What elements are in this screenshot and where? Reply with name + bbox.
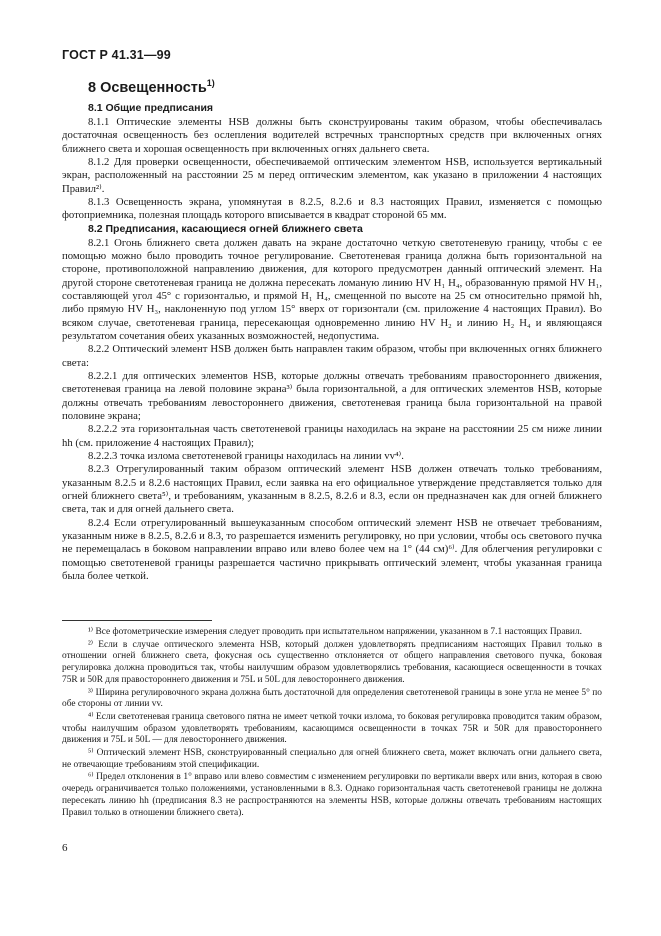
- subsection-title: 8.2 Предписания, касающиеся огней ближнего света: [88, 222, 363, 235]
- document-header: ГОСТ Р 41.31—99: [62, 48, 171, 62]
- paragraph: 8.2.4 Если отрегулированный вышеуказанным способом оптический элемент HSB не отвечает требованиям, указанным ниже в 8.2.5, 8.2.6 и 8.3, то разрешается изменить регулировку, но при условии, чтобы ось светового пучка не перемещалась в боковом направлении вправо или влево более чем на 1° (44 см)⁶⁾. Для облегчения регулировки с помощью светотеневой границы разрешается частично прикрывать оптический элемент, чтобы указанная граница была более четкой.: [62, 516, 602, 583]
- paragraph: 8.2.1 Огонь ближнего света должен давать на экране достаточно четкую светотеневую границу, чтобы с ее помощью можно было проводить точное регулирование. Светотеневая граница должна быть горизонтальной на стороне, противоположной направлению движения, для которого предусмотрен данный оптический элемент. На другой стороне светотеневая граница не должна пересекать ломаную линию HV H₁ H₄, образованную прямой HV H₁, составляющей угол 45° с горизонталью, и прямой H₁ H₄, смещенной по высоте на 25 см относительно прямой hh, либо прямую HV H₃, наклоненную под углом 15° вверх от горизонтали (см. приложение 4 настоящих Правил). Во всяком случае, светотеневая граница, пересекающая одновременно линию HV H₂ и линию H₂ H₄ и являющаяся результатом сочетания обеих указанных возможностей, недопустима.: [62, 236, 602, 342]
- subsection-title: 8.1 Общие предписания: [88, 101, 214, 114]
- section-title-footnote-mark: 1): [206, 78, 215, 88]
- section-title-text: 8 Освещенность: [88, 79, 207, 96]
- paragraph: 8.1.1 Оптические элементы HSB должны быть сконструированы таким образом, чтобы обеспечивалась достаточная освещенность без ослепления водителей встречных транспортных средств при включенных огнях ближнего света и хорошая освещенность при включенных огнях дальнего света.: [62, 115, 602, 155]
- paragraph: 8.2.3 Отрегулированный таким образом оптический элемент HSB должен отвечать только требованиям, указанным 8.2.5 и 8.2.6 настоящих Правил, если заявка на его официальное утверждение представляется только для огней ближнего света⁵⁾, и требованиям, указанным в 8.2.5, 8.2.6 и 8.3, если он предназначен как для огней ближнего света, так и для огней дальнего света.: [62, 463, 602, 516]
- footnote: ⁶⁾ Предел отклонения в 1° вправо или влево совместим с изменением регулировки по вертикали вверх или вниз, которая в свою очередь ограничивается только положениями, установленными в 8.3. Однако горизонтальная часть светотеневой границы не должна пересекать линию hh (предписания 8.3 не распространяются на элементы HSB, которые должны отвечать требованиям настоящих Правил только в отношении ближнего света).: [62, 772, 602, 818]
- footnote: ²⁾ Если в случае оптического элемента HSB, который должен удовлетворять предписаниям настоящих Правил только в отношении огней ближнего света, фокусная ось существенно отклоняется от общего направления светового пучка, боковая регулировка должна проводиться так, чтобы наилучшим образом удовлетворялись требования, касающиеся освещенности в точках 75R и 50R для правостороннего движения и 75L и 50L для левостороннего движения.: [62, 639, 602, 685]
- paragraph: 8.1.3 Освещенность экрана, упомянутая в 8.2.5, 8.2.6 и 8.3 настоящих Правил, изменяется с помощью фотоприемника, полезная площадь которого вписывается в квадрат стороной 65 мм.: [62, 195, 602, 222]
- footnote: ³⁾ Ширина регулировочного экрана должна быть достаточной для определения светотеневой границы в зоне угла не менее 5° по обе стороны от линии vv.: [62, 687, 602, 710]
- paragraph: 8.2.2.1 для оптических элементов HSB, которые должны отвечать требованиям правостороннего движения, светотеневая граница на левой половине экрана³⁾ была горизонтальной, а для оптических элементов HSB, которые должны отвечать требованиям левостороннего движения, светотеневая граница была горизонтальной на правой половине экрана;: [62, 370, 602, 423]
- paragraph: 8.1.2 Для проверки освещенности, обеспечиваемой оптическим элементом HSB, используется вертикальный экран, расположенный на расстоянии 25 м перед оптическим элементом, как указано в приложении 4 настоящих Правил²⁾.: [62, 155, 602, 195]
- footnotes: [62, 627, 602, 820]
- footnote: ¹⁾ Все фотометрические измерения следует проводить при испытательном напряжении, указанном в 7.1 настоящих Правил.: [88, 627, 582, 637]
- paragraph: 8.2.2 Оптический элемент HSB должен быть направлен таким образом, чтобы при включенных огнях ближнего света:: [62, 343, 602, 369]
- section-title: [88, 78, 602, 96]
- footnote-divider: [62, 620, 212, 621]
- footnote: ⁴⁾ Если светотеневая граница светового пятна не имеет четкой точки излома, то боковая регулировка проводится таким образом, чтобы наилучшим образом удовлетворять требованиям, касающимся освещенности в точках 75R и 50R для правостороннего движения и 75L и 50L — для левостороннего движения.: [62, 711, 602, 746]
- paragraph: 8.2.2.3 точка излома светотеневой границы находилась на линии vv⁴⁾.: [88, 450, 404, 463]
- footnote: ⁵⁾ Оптический элемент HSB, сконструированный специально для огней ближнего света, может включать огни дальнего света, не отвечающие требованиям этой спецификации.: [62, 748, 602, 770]
- page-number: 6: [62, 842, 68, 854]
- document-body: [62, 72, 602, 584]
- paragraph: 8.2.2.2 эта горизонтальная часть светотеневой границы находилась на экране на расстоянии 25 см ниже линии hh (см. приложение 4 настоящих Правил);: [62, 423, 602, 449]
